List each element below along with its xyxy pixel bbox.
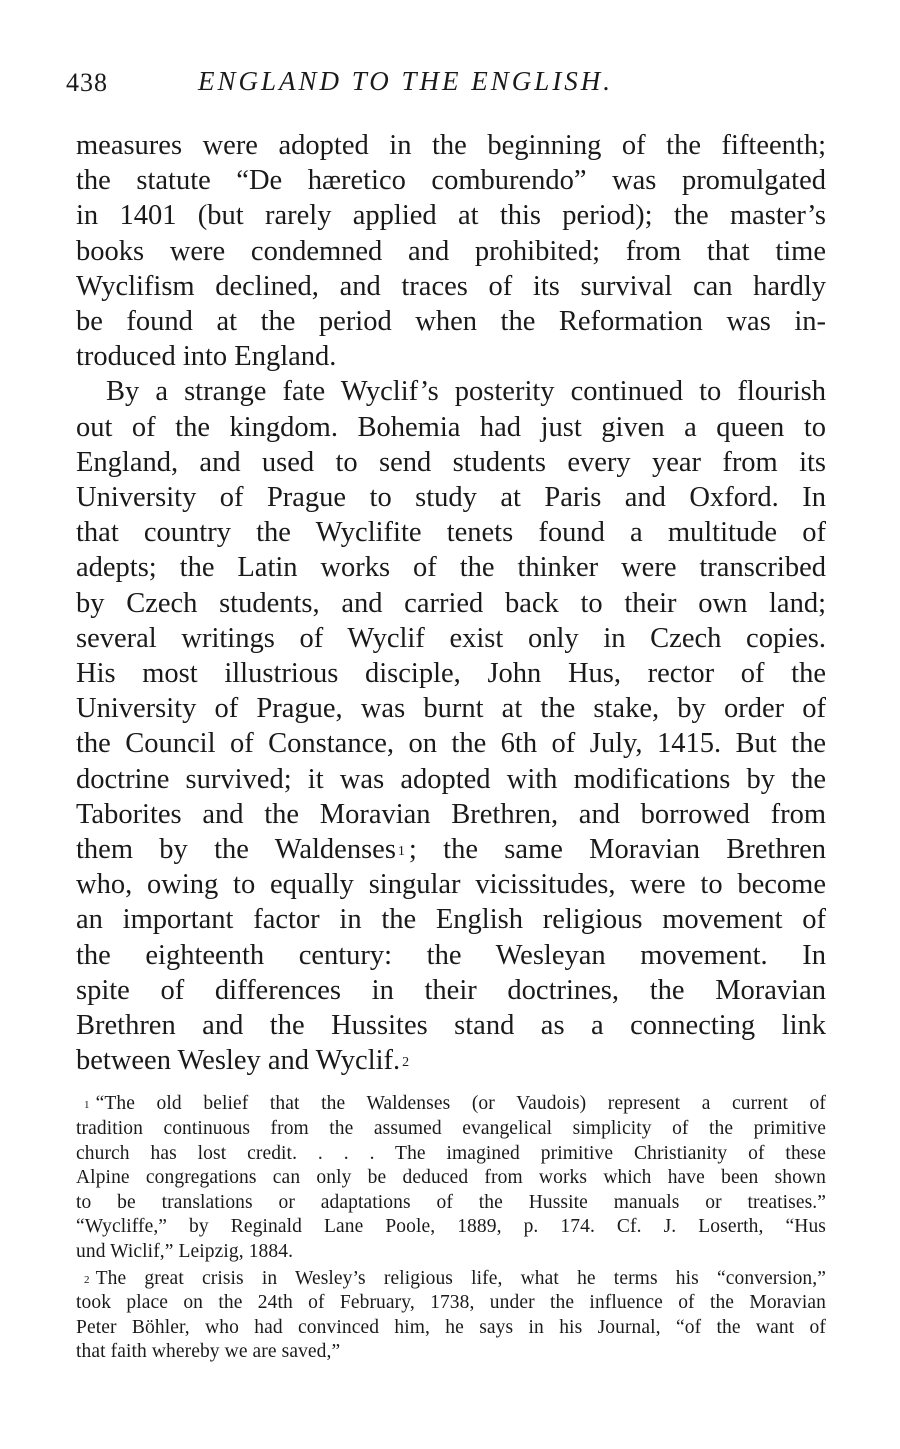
paragraph-2 — [76, 374, 826, 1078]
text-line: in 1401 (but rarely applied at this period); the master’s — [76, 200, 826, 232]
body-text — [76, 128, 826, 1078]
text-line: the statute “De hæretico comburendo” was promulgated — [76, 165, 826, 197]
page-number: 438 — [66, 68, 108, 97]
text-line: spite of differences in their doctrines, the Moravian — [76, 974, 826, 1006]
text-line: Brethren and the Hussites stand as a connecting link — [76, 1010, 826, 1042]
text-line: By a strange fate Wyclif’s posterity continued to flourish — [106, 376, 826, 408]
footnote-line: church has lost credit. . . . The imagined primitive Christianity of these — [76, 1142, 826, 1164]
text-line: Taborites and the Moravian Brethren, and borrowed from — [76, 798, 826, 830]
footnote-mark: 1 — [84, 1099, 90, 1112]
footnote-ref-2: 2 — [402, 1055, 410, 1071]
text-line: measures were adopted in the beginning of the fifteenth; — [76, 130, 826, 161]
text-line-with-footnote-ref — [76, 832, 826, 867]
footnote-line: “Wycliffe,” by Reginald Lane Poole, 1889, p. 174. Cf. J. Loserth, “Hus — [76, 1216, 826, 1238]
footnote-1 — [76, 1092, 826, 1264]
footnote-line — [76, 1092, 826, 1117]
text-line: an important factor in the English religious movement of — [76, 904, 826, 936]
footnote-line: that faith whereby we are saved,” — [76, 1341, 341, 1363]
footnote-line: Alpine congregations can only be deduced from works which have been shown — [76, 1167, 826, 1189]
text-line: out of the kingdom. Bohemia had just given a queen to — [76, 411, 826, 443]
footnote-2 — [76, 1267, 826, 1365]
text-line: England, and used to send students every year from its — [76, 446, 826, 478]
text-line: Wyclifism declined, and traces of its survival can hardly — [76, 270, 826, 302]
text-line: several writings of Wyclif exist only in Czech copies. — [76, 622, 826, 654]
text-fragment: them by the Waldenses — [76, 834, 396, 866]
footnote-line: took place on the 24th of February, 1738, under the influence of the Moravian — [76, 1292, 826, 1314]
text-line: adepts; the Latin works of the thinker were transcribed — [76, 552, 826, 584]
text-line: by Czech students, and carried back to their own land; — [76, 587, 826, 619]
text-fragment: The great crisis in Wesley’s religious life, what he terms his “conversion,” — [95, 1267, 826, 1289]
text-fragment: ; the same Moravian Brethren — [408, 834, 826, 866]
text-line: doctrine survived; it was adopted with modifications by the — [76, 763, 826, 795]
footnote-line: to be translations or adaptations of the Hussite manuals or treatises.” — [76, 1191, 826, 1213]
text-line: the Council of Constance, on the 6th of July, 1415. But the — [76, 728, 826, 760]
footnote-line: tradition continuous from the assumed evangelical simplicity of the primitive — [76, 1118, 826, 1140]
footnote-ref-1: 1 — [397, 844, 405, 860]
text-line: that country the Wyclifite tenets found a multitude of — [76, 517, 826, 549]
footnote-mark: 2 — [84, 1273, 90, 1286]
text-fragment: between Wesley and Wyclif. — [76, 1045, 401, 1077]
text-line-with-footnote-ref — [76, 1043, 826, 1078]
text-line: University of Prague to study at Paris and Oxford. In — [76, 482, 826, 514]
text-line: the eighteenth century: the Wesleyan movement. In — [76, 939, 826, 971]
book-page — [66, 62, 826, 1365]
text-line: be found at the period when the Reformation was in- — [76, 306, 826, 338]
text-line: His most illustrious disciple, John Hus, rector of the — [76, 658, 826, 690]
footnote-line — [76, 1267, 826, 1292]
footnote-line: Peter Böhler, who had convinced him, he says in his Journal, “of the want of — [76, 1316, 826, 1338]
text-line: troduced into England. — [76, 341, 337, 373]
text-line: books were condemned and prohibited; from that time — [76, 235, 826, 267]
running-head — [66, 62, 826, 102]
text-fragment: “The old belief that the Waldenses (or Vaudois) represent a current of — [95, 1093, 826, 1115]
text-line: University of Prague, was burnt at the stake, by order of — [76, 693, 826, 725]
text-line: who, owing to equally singular vicissitudes, were to become — [76, 869, 826, 901]
running-title: ENGLAND TO THE ENGLISH. — [198, 66, 614, 96]
paragraph-1 — [76, 128, 826, 374]
footnotes — [76, 1092, 826, 1365]
footnote-line: und Wiclif,” Leipzig, 1884. — [76, 1241, 294, 1263]
